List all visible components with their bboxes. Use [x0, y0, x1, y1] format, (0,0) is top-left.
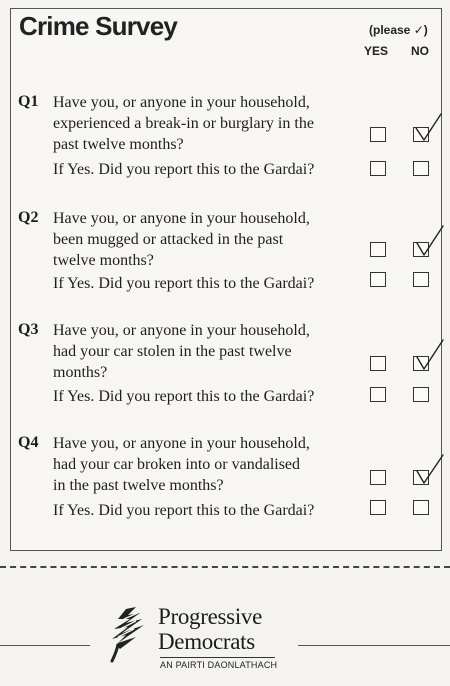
- question-2-followup: If Yes. Did you report this to the Gardai?: [53, 275, 315, 292]
- question-2-line: twelve months?: [53, 252, 154, 269]
- question-4-number: Q4: [18, 434, 39, 451]
- question-4-followup-no-checkbox[interactable]: [413, 500, 429, 515]
- question-2-followup-no-checkbox[interactable]: [413, 272, 429, 287]
- question-4-yes-checkbox[interactable]: [370, 470, 386, 485]
- question-2-no-tick-mark: [415, 224, 445, 252]
- question-1-yes-checkbox[interactable]: [370, 127, 386, 142]
- question-4-line: in the past twelve months?: [53, 477, 224, 494]
- question-4-followup: If Yes. Did you report this to the Gardai?: [53, 502, 315, 519]
- question-3-line: Have you, or anyone in your household,: [53, 322, 310, 339]
- party-name-line1: Progressive: [158, 604, 263, 629]
- question-4-followup-yes-checkbox[interactable]: [370, 500, 386, 515]
- question-2-followup-yes-checkbox[interactable]: [370, 272, 386, 287]
- no-column-header: NO: [411, 44, 429, 58]
- question-2-line: Have you, or anyone in your household,: [53, 210, 310, 227]
- question-4-text: [53, 433, 343, 496]
- footer-rule-right: [298, 645, 450, 646]
- question-1-no-tick-mark: [415, 111, 445, 139]
- footer-rule-left: [0, 645, 90, 646]
- question-2-text: [53, 208, 343, 271]
- party-name-line2: Democrats: [158, 629, 255, 654]
- question-3-followup-yes-checkbox[interactable]: [370, 387, 386, 402]
- question-3-yes-checkbox[interactable]: [370, 356, 386, 371]
- question-3-number: Q3: [18, 321, 39, 338]
- question-3-no-tick-mark: [415, 338, 445, 366]
- question-2-yes-checkbox[interactable]: [370, 242, 386, 257]
- question-3-line: months?: [53, 364, 108, 381]
- party-name-underline: [160, 657, 275, 658]
- question-1-line: Have you, or anyone in your household,: [53, 94, 310, 111]
- question-2-line: been mugged or attacked in the past: [53, 231, 284, 248]
- question-1-text: [53, 92, 343, 155]
- question-3-followup: If Yes. Did you report this to the Gardai?: [53, 388, 315, 405]
- question-1-followup-no-checkbox[interactable]: [413, 161, 429, 176]
- question-4-no-tick-mark: [415, 452, 445, 480]
- question-1-followup: If Yes. Did you report this to the Gardai?: [53, 161, 315, 178]
- question-4-line: had your car broken into or vandalised: [53, 456, 301, 473]
- question-2-number: Q2: [18, 209, 39, 226]
- question-1-line: experienced a break-in or burglary in the: [53, 115, 314, 132]
- survey-form: [10, 8, 442, 551]
- question-1-number: Q1: [18, 93, 39, 110]
- cut-line: [0, 566, 450, 568]
- yes-column-header: YES: [364, 44, 389, 58]
- party-subtitle: AN PAIRTI DAONLATHACH: [160, 660, 278, 670]
- question-4-line: Have you, or anyone in your household,: [53, 435, 310, 452]
- party-logo-icon: [106, 605, 156, 663]
- tick-instruction: (please ✓): [369, 23, 428, 37]
- question-1-followup-yes-checkbox[interactable]: [370, 161, 386, 176]
- survey-title: Crime Survey: [19, 11, 178, 41]
- question-1-line: past twelve months?: [53, 136, 184, 153]
- question-3-followup-no-checkbox[interactable]: [413, 387, 429, 402]
- question-3-line: had your car stolen in the past twelve: [53, 343, 292, 360]
- question-3-text: [53, 320, 343, 383]
